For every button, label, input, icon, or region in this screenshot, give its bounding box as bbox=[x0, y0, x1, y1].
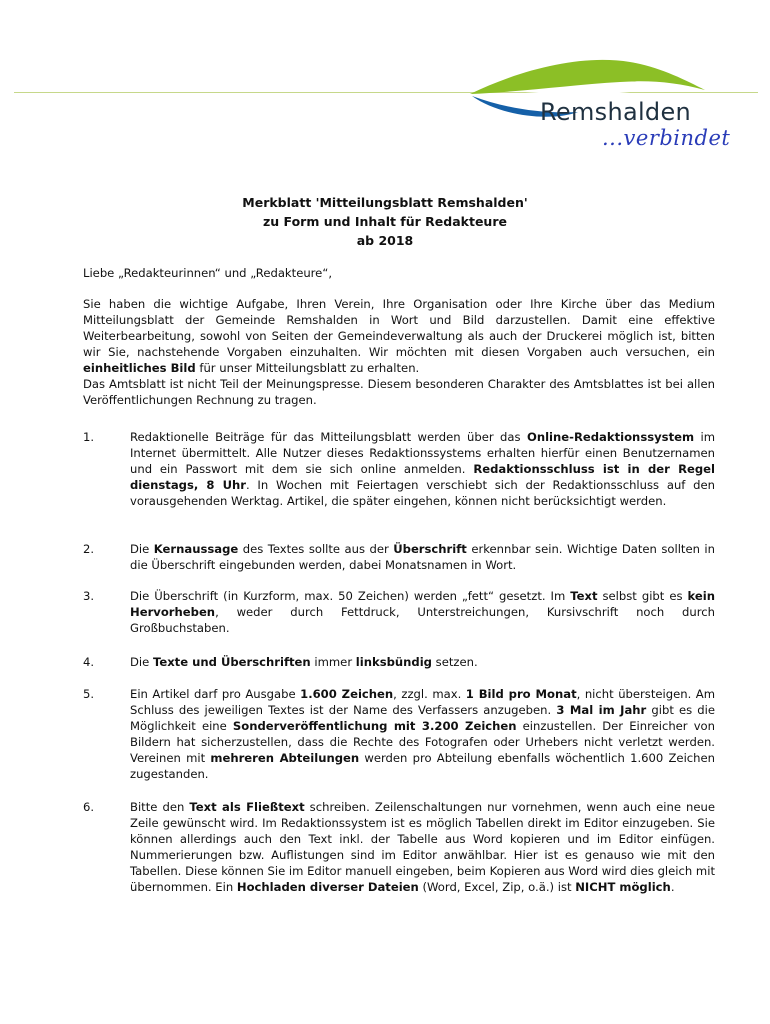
title-line-1: Merkblatt 'Mitteilungsblatt Remshalden' bbox=[242, 195, 528, 210]
item-bold: Sonderveröffentlichung mit 3.200 Zeichen bbox=[232, 719, 517, 733]
item-text: . In Wochen mit Feiertagen verschiebt sich der Redaktionsschluss auf den vorausgehenden Werktag. Artikel, die später eingehen, können nicht berücksichtigt werden. bbox=[130, 478, 715, 508]
item-number: 4. bbox=[83, 655, 95, 669]
item-bold: Kernaussage bbox=[153, 542, 239, 556]
item-bold: 1.600 Zeichen bbox=[300, 687, 394, 701]
intro-paragraph bbox=[83, 296, 715, 376]
title-line-3: ab 2018 bbox=[356, 233, 414, 248]
item-number: 3. bbox=[83, 589, 95, 603]
item-body bbox=[130, 654, 715, 670]
item-text: immer bbox=[310, 655, 356, 669]
document-title bbox=[0, 193, 770, 250]
item-bold: mehreren Abteilungen bbox=[210, 751, 360, 765]
item-bold: Online-Redaktionssystem bbox=[526, 430, 695, 444]
item-bold: Redaktionsschluss ist in der Regel dienstags, 8 Uhr bbox=[130, 462, 715, 492]
item-body bbox=[130, 799, 715, 895]
item-number: 6. bbox=[83, 800, 95, 814]
item-text: selbst gibt es bbox=[597, 589, 688, 603]
item-body bbox=[130, 588, 715, 636]
item-bold: kein Hervorheben bbox=[130, 589, 715, 619]
item-text: Bitte den bbox=[130, 800, 190, 814]
logo-wordmark: Remshalden bbox=[540, 98, 692, 126]
intro-text: Sie haben die wichtige Aufgabe, Ihren Verein, Ihre Organisation oder Ihre Kirche über das Medium Mitteilungsblatt der Gemeinde Remshalden in Wort und Bild darzustellen. Damit eine effektive Weiterbearbeitung, sowohl von Seiten der Gemeindeverwaltung als auch der Druckerei möglich ist, bitten wir Sie, nachstehende Vorgaben einzuhalten. Wir möchten mit diesen Vorgaben auch versuchen, ein bbox=[83, 297, 715, 359]
item-text: Die bbox=[130, 542, 154, 556]
greeting: Liebe „Redakteurinnen“ und „Redakteure“, bbox=[83, 266, 333, 280]
intro-text-2: Das Amtsblatt ist nicht Teil der Meinungspresse. Diesem besonderen Charakter des Amtsblattes ist bei allen Veröffentlichungen Rechnung zu tragen. bbox=[83, 377, 715, 407]
item-text: einzustellen. Der Einreicher von Bildern hat sicherzustellen, dass die Rechte des Fotografen oder Urhebers nicht verletzt werden. Vereinen mit bbox=[130, 719, 715, 765]
intro-paragraph-2 bbox=[83, 376, 715, 408]
item-text: . bbox=[670, 880, 675, 894]
title-line-2: zu Form und Inhalt für Redakteure bbox=[263, 214, 507, 229]
item-text: des Textes sollte aus der bbox=[238, 542, 394, 556]
logo-slogan: ...verbindet bbox=[602, 126, 731, 150]
item-text: , weder durch Fettdruck, Unterstreichungen, Kursivschrift noch durch Großbuchstaben. bbox=[130, 605, 715, 635]
item-bold: Hochladen diverser Dateien bbox=[236, 880, 419, 894]
item-number: 1. bbox=[83, 430, 95, 444]
item-number: 2. bbox=[83, 542, 95, 556]
item-bold: 3 Mal im Jahr bbox=[556, 703, 647, 717]
item-text: Die Überschrift (in Kurzform, max. 50 Zeichen) werden „fett“ gesetzt. Im bbox=[130, 589, 571, 603]
item-body bbox=[130, 686, 715, 782]
intro-text-end: für unser Mitteilungsblatt zu erhalten. bbox=[195, 361, 420, 375]
item-body bbox=[130, 429, 715, 509]
item-bold: linksbündig bbox=[355, 655, 432, 669]
item-bold: Text bbox=[570, 589, 598, 603]
item-text: werden pro Abteilung ebenfalls wöchentlich 1.600 Zeichen zugestanden. bbox=[130, 751, 715, 781]
remshalden-logo bbox=[460, 52, 760, 162]
item-bold: Überschrift bbox=[393, 542, 467, 556]
item-text: gibt es die Möglichkeit eine bbox=[130, 703, 715, 733]
item-text: schreiben. Zeilenschaltungen nur vornehmen, wenn auch eine neue Zeile gewünscht wird. Im Redaktionssystem ist es möglich Tabellen direkt im Editor einzugeben. Sie können allerdings auch den Text inkl. der Tabelle aus Word kopieren und im Editor einfügen. Nummerierungen bzw. Auflistungen sind im Editor anwählbar. Hier ist es genauso wie mit den Tabellen. Diese können Sie im Editor manuell eingeben, beim Kopieren aus Word wird dies gleich mit übernommen. Ein bbox=[130, 800, 715, 894]
item-number: 5. bbox=[83, 687, 95, 701]
item-bold: Texte und Überschriften bbox=[152, 655, 311, 669]
item-text: erkennbar sein. Wichtige Daten sollten in die Überschrift eingebunden werden, dabei Monatsnamen in Wort. bbox=[130, 542, 715, 572]
item-text: im Internet übermittelt. Alle Nutzer dieses Redaktionssystems erhalten hierfür einen Benutzernamen und ein Passwort mit dem sie sich online anmelden. bbox=[130, 430, 716, 476]
item-bold: Text als Fließtext bbox=[189, 800, 305, 814]
item-text: setzen. bbox=[431, 655, 478, 669]
item-bold: 1 Bild pro Monat bbox=[465, 687, 577, 701]
item-text: Die bbox=[130, 655, 153, 669]
item-text: , zzgl. max. bbox=[393, 687, 466, 701]
item-text: (Word, Excel, Zip, o.ä.) ist bbox=[418, 880, 576, 894]
intro-bold: einheitliches Bild bbox=[83, 361, 196, 375]
item-text: Ein Artikel darf pro Ausgabe bbox=[130, 687, 301, 701]
item-text: Redaktionelle Beiträge für das Mitteilungsblatt werden über das bbox=[130, 430, 527, 444]
item-text: , nicht übersteigen. Am Schluss des jeweiligen Textes ist der Name des Verfassers anzugeben. bbox=[130, 687, 715, 717]
item-body bbox=[130, 541, 715, 573]
item-bold: NICHT möglich bbox=[575, 880, 671, 894]
